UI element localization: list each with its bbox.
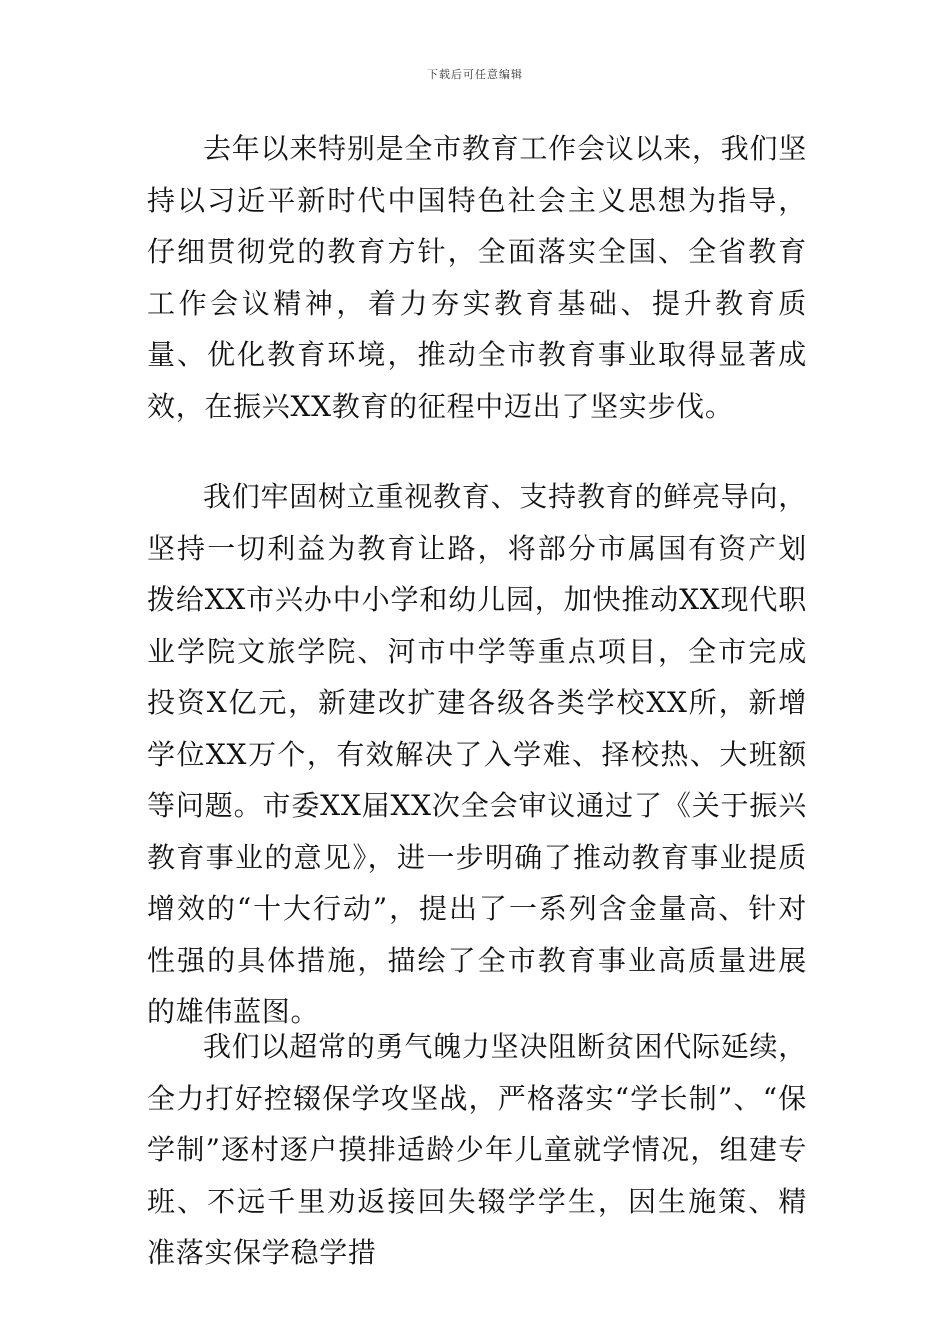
paragraph-3: 我们以超常的勇气魄力坚决阻断贫困代际延续，全力打好控辍保学攻坚战，严格落实“学长制”、“保学制”逐村逐户摸排适龄少年儿童就学情况，组建专班、不远千里劝返接回失辍学学生，因生施策、精准落实保学稳学措: [147, 1030, 807, 1269]
paragraph-2: 我们牢固树立重视教育、支持教育的鲜亮导向，坚持一切利益为教育让路，将部分市属国有资产划拨给XX市兴办中小学和幼儿园，加快推动XX现代职业学院文旅学院、河市中学等重点项目，全市完成投资X亿元，新建改扩建各级各类学校XX所，新增学位XX万个，有效解决了入学难、择校热、大班额等问题。市委XX届XX次全会审议通过了《关于振兴教育事业的意见》，进一步明确了推动教育事业提质增效的“十大行动”，提出了一系列含金量高、针对性强的具体措施，描绘了全市教育事业高质量进展的雄伟蓝图。: [147, 480, 807, 1028]
paragraph-1: 去年以来特别是全市教育工作会议以来，我们坚持以习近平新时代中国特色社会主义思想为指导，仔细贯彻党的教育方针，全面落实全国、全省教育工作会议精神，着力夯实教育基础、提升教育质量、优化教育环境，推动全市教育事业取得显著成效，在振兴XX教育的征程中迈出了坚实步伐。: [147, 132, 807, 423]
page-header-note: 下载后可任意编辑: [427, 68, 523, 81]
